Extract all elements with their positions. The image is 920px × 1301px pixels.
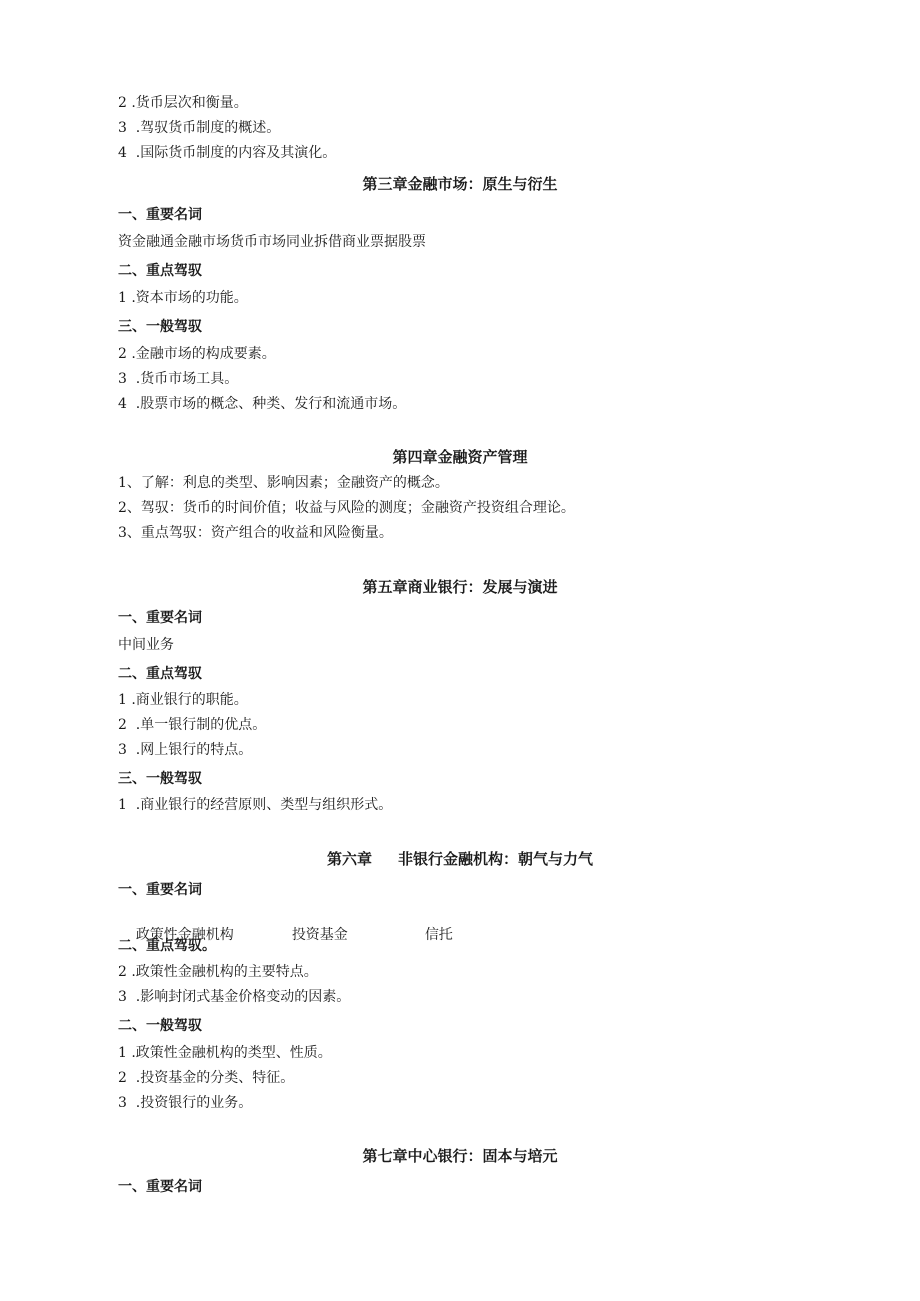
list-item: 2、驾驭：货币的时间价值；收益与风险的测度；金融资产投资组合理论。 — [118, 500, 575, 516]
list-item: 1、了解：利息的类型、影响因素；金融资产的概念。 — [118, 475, 449, 491]
list-item: 3 .货币市场工具。 — [118, 371, 239, 387]
section-heading: 二、重点驾驭 — [118, 666, 202, 682]
section-heading: 一、重要名词 — [118, 1179, 202, 1195]
list-item: 3 .驾驭货币制度的概述。 — [118, 120, 281, 136]
section-heading: 三、一般驾驭 — [118, 771, 202, 787]
list-item: 2 .投资基金的分类、特征。 — [118, 1070, 295, 1086]
section-heading: 二、一般驾驭 — [118, 1018, 202, 1034]
chapter-4-title: 第四章金融资产管理 — [392, 448, 528, 466]
section-heading: 一、重要名词 — [118, 882, 202, 898]
section-heading: 一、重要名词 — [118, 610, 202, 626]
list-item: 1 .商业银行的职能。 — [118, 692, 248, 708]
list-item: 2 .货币层次和衡量。 — [118, 95, 248, 111]
terms-line: 资金融通金融市场货币市场同业拆借商业票据股票 — [118, 234, 426, 250]
chapter-6-title — [118, 850, 802, 868]
list-item: 2 .政策性金融机构的主要特点。 — [118, 964, 318, 980]
terms-line: 中间业务 — [118, 637, 174, 653]
section-heading: 二、重点驾驭 — [118, 263, 202, 279]
list-item: 3 .投资银行的业务。 — [118, 1095, 253, 1111]
list-item: 4 .国际货币制度的内容及其演化。 — [118, 145, 337, 161]
list-item: 3 .网上银行的特点。 — [118, 742, 253, 758]
chapter-5-title: 第五章商业银行：发展与演进 — [362, 578, 558, 596]
chapter-3-title: 第三章金融市场：原生与衍生 — [362, 175, 558, 193]
list-item: 4 .股票市场的概念、种类、发行和流通市场。 — [118, 396, 407, 412]
list-item: 1 .资本市场的功能。 — [118, 290, 248, 306]
chapter-7-title: 第七章中心银行：固本与培元 — [362, 1147, 558, 1165]
section-heading: 三、一般驾驭 — [118, 319, 202, 335]
section-heading: 二、重点驾驭。 — [118, 938, 216, 954]
term: 投资基金 — [291, 927, 348, 943]
term: 信托 — [424, 927, 453, 943]
list-item: 3 .影响封闭式基金价格变动的因素。 — [118, 989, 351, 1005]
term: 政策性金融机构 — [135, 927, 234, 943]
chapter-6-number: 第六章 — [326, 850, 372, 868]
list-item: 2 .单一银行制的优点。 — [118, 717, 267, 733]
list-item: 3、重点驾驭：资产组合的收益和风险衡量。 — [118, 525, 393, 541]
list-item: 1 .商业银行的经营原则、类型与组织形式。 — [118, 797, 393, 813]
chapter-6-name: 非银行金融机构：朝气与力气 — [398, 850, 594, 868]
list-item: 1 .政策性金融机构的类型、性质。 — [118, 1045, 332, 1061]
section-heading: 一、重要名词 — [118, 207, 202, 223]
list-item: 2 .金融市场的构成要素。 — [118, 346, 276, 362]
